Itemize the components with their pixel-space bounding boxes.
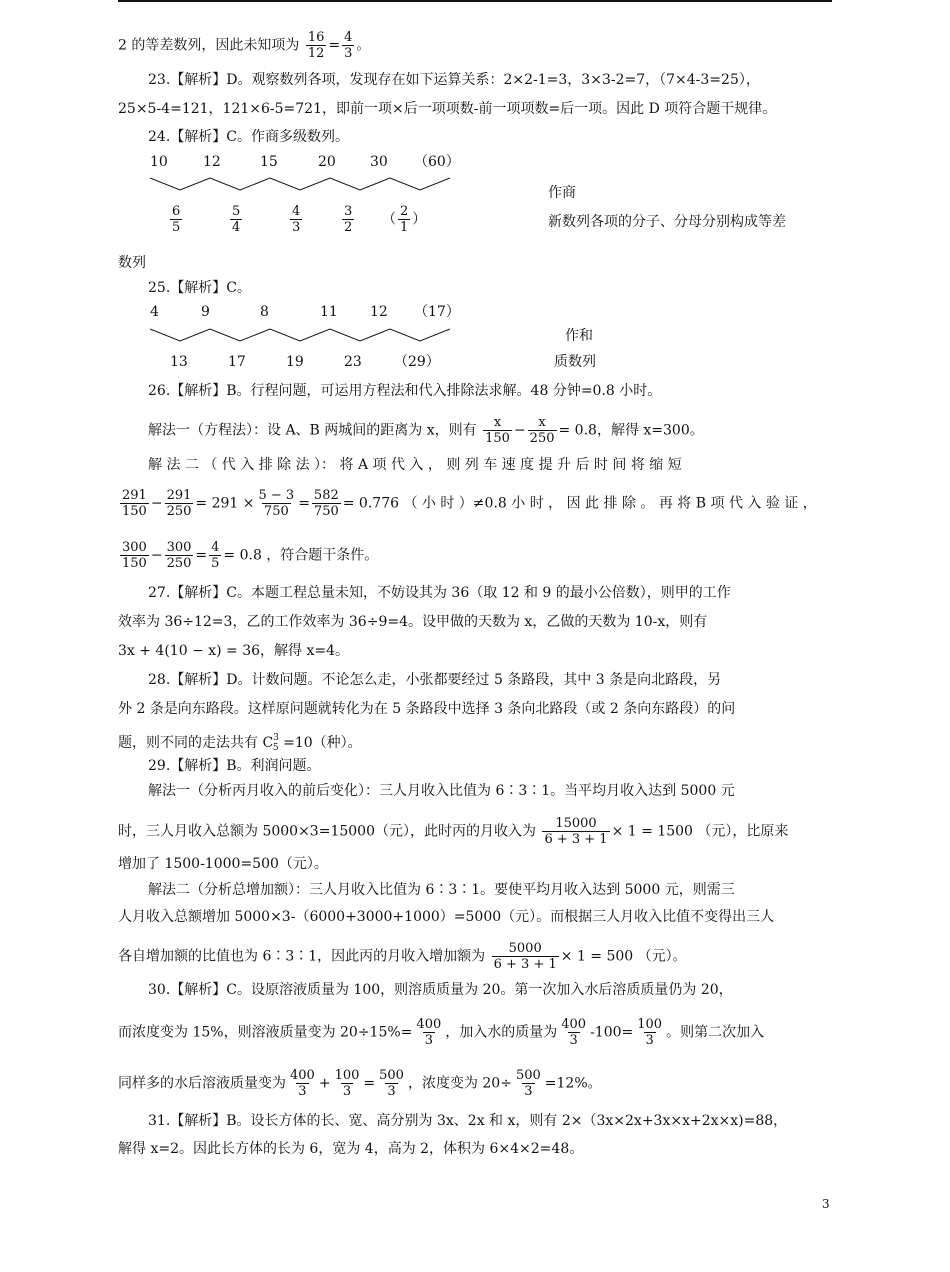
p25-term: 12 <box>370 304 388 320</box>
p24-fraction-paren <box>382 204 426 235</box>
p25-sum: 13 <box>170 354 188 370</box>
text: × 1 = 1500 （元），比原来 <box>611 823 789 840</box>
denominator: 150 <box>122 556 147 571</box>
p30-line2 <box>118 1017 832 1048</box>
denominator: 250 <box>166 504 192 519</box>
numerator: 500 <box>515 1068 541 1083</box>
numerator: 4 <box>344 30 353 45</box>
p26-method1 <box>148 415 832 446</box>
numerator: 291 <box>166 488 192 503</box>
p23-line1: 23.【解析】D。观察数列各项，发现存在如下运算关系：2×2-1=3，3×3-2=7，（7×4-3=25）， <box>148 72 760 88</box>
numerator: 582 <box>313 488 339 503</box>
p24-fraction <box>228 204 244 235</box>
p25-term: （17） <box>414 304 460 320</box>
text: 解法一（方程法）：设 A、B 两城间的距离为 x，则有 <box>148 422 477 439</box>
fraction <box>312 488 341 519</box>
text: 2 的等差数列，因此未知项为 <box>118 37 300 54</box>
denominator: 750 <box>263 504 289 519</box>
p25-sum: 23 <box>344 354 362 370</box>
numerator: 500 <box>379 1068 404 1083</box>
text: =10（种）。 <box>278 735 362 751</box>
p25-term: 9 <box>201 304 210 320</box>
p25-note-sum: 作和 <box>565 328 593 344</box>
p25-zigzag-connector <box>150 325 450 345</box>
text: 时，三人月收入总额为 5000×3=15000（元），此时丙的月收入为 <box>118 823 536 840</box>
denominator: 3 <box>424 1033 433 1048</box>
operator: = <box>328 37 341 54</box>
fraction <box>542 816 609 847</box>
denominator: 3 <box>298 1084 307 1099</box>
text: × 1 = 500 （元）。 <box>560 948 687 965</box>
p31-line2: 解得 x=2。因此长方体的长为 6，宽为 4，高为 2，体积为 6×4×2=48。 <box>118 1141 584 1157</box>
denominator: 750 <box>313 504 339 519</box>
denominator: 3 <box>387 1084 396 1099</box>
denominator: 3 <box>645 1033 654 1048</box>
numerator: 400 <box>561 1017 587 1032</box>
p24-term: 30 <box>370 154 388 170</box>
subscript: 5 <box>272 743 279 753</box>
header-rule <box>118 0 832 2</box>
p24-term: 15 <box>260 154 278 170</box>
p29-heading: 29.【解析】B。利润问题。 <box>148 758 321 774</box>
p24-term: 20 <box>318 154 336 170</box>
numerator: 3 <box>344 204 353 219</box>
page-number: 3 <box>822 1197 830 1211</box>
numerator: 2 <box>400 204 409 219</box>
numerator: 5 − 3 <box>258 488 295 503</box>
denominator: 6 + 3 + 1 <box>493 957 557 972</box>
text: ，加入水的质量为 <box>445 1024 558 1041</box>
fraction <box>306 30 327 61</box>
numerator: 5000 <box>508 941 542 956</box>
p26-method2-line2 <box>118 488 832 519</box>
fraction <box>514 1068 543 1099</box>
p23-line2: 25×5-4=121，121×6-5=721，即前一项×后一项项数-前一项项数=后一项。因此 D 项符合题干规律。 <box>118 101 777 117</box>
p26-method2-line1: 解 法 二 （ 代 入 排 除 法 ）： 将 A 项 代 入 ， 则 列 车 速 度 提 升 后 时 间 将 缩 短 <box>148 457 682 473</box>
denominator: 5 <box>211 556 220 571</box>
fraction <box>120 540 149 571</box>
fraction <box>483 415 512 446</box>
p25-sum: （29） <box>394 354 440 370</box>
text: 。则第二次加入 <box>666 1024 765 1041</box>
p24-note-tail: 数列 <box>118 255 146 271</box>
numerator: x <box>538 415 546 430</box>
p25-term: 8 <box>260 304 269 320</box>
p24-fraction <box>168 204 184 235</box>
p24-heading: 24.【解析】C。作商多级数列。 <box>148 129 349 145</box>
operator: − <box>150 547 163 564</box>
fraction <box>209 540 221 571</box>
p25-term: 4 <box>150 304 159 320</box>
numerator: x <box>493 415 502 430</box>
superscript: 3 <box>273 733 279 743</box>
text: 各自增加额的比值也为 6∶3∶1，因此丙的月收入增加额为 <box>118 948 486 965</box>
text: = 0.8，解得 x=300。 <box>558 422 704 439</box>
p27-line2: 效率为 36÷12=3，乙的工作效率为 36÷9=4。设甲做的天数为 x，乙做的天数为 10-x，则有 <box>118 614 708 630</box>
p30-line3 <box>118 1068 832 1099</box>
fraction <box>165 540 194 571</box>
numerator: 16 <box>307 30 325 45</box>
p25-note-primes: 质数列 <box>554 354 596 370</box>
p24-term: 10 <box>150 154 168 170</box>
numerator: 15000 <box>555 816 597 831</box>
numerator: 400 <box>290 1068 315 1083</box>
p22-tail <box>118 30 832 61</box>
text: 题，则不同的走法共有 C <box>118 735 274 751</box>
text: 同样多的水后溶液质量变为 <box>118 1075 286 1092</box>
fraction <box>256 488 296 519</box>
p24-fraction <box>288 204 304 235</box>
fraction <box>414 1017 443 1048</box>
text: 而浓度变为 15%，则溶液质量变为 20÷15%= <box>118 1024 413 1041</box>
numerator: 5 <box>232 204 241 219</box>
text: = 291 × <box>195 495 255 512</box>
denominator: 150 <box>485 431 510 446</box>
p25-sum: 17 <box>228 354 246 370</box>
numerator: 4 <box>211 540 220 555</box>
numerator: 300 <box>166 540 192 555</box>
denominator: 12 <box>307 46 325 61</box>
p29-s1-line3: 增加了 1500-1000=500（元）。 <box>118 856 328 872</box>
p30-line1: 30.【解析】C。设原溶液质量为 100，则溶质质量为 20。第一次加入水后溶质质量仍为 20， <box>148 982 733 998</box>
text: ，浓度变为 20÷ <box>407 1075 512 1092</box>
p24-zigzag-connector <box>150 174 450 194</box>
denominator: 5 <box>172 220 181 235</box>
p28-line3 <box>118 728 832 758</box>
p26-method2-line3 <box>118 540 832 571</box>
text: -100= <box>590 1024 634 1041</box>
denominator: 3 <box>292 220 301 235</box>
denominator: 150 <box>122 504 147 519</box>
text: 。 <box>356 37 371 54</box>
p29-s2-line2: 人月收入总额增加 5000×3-（6000+3000+1000）=5000（元）。而根据三人月收入比值不变得出三人 <box>118 909 775 925</box>
fraction <box>528 415 557 446</box>
fraction <box>492 941 559 972</box>
p25-term: 11 <box>320 304 338 320</box>
paren: ） <box>412 211 427 228</box>
p31-line1: 31.【解析】B。设长方体的长、宽、高分别为 3x、2x 和 x，则有 2×（3x×2x+3x×x+2x×x)=88， <box>148 1113 788 1129</box>
denominator: 3 <box>344 46 353 61</box>
p29-s1-line1: 解法一（分析丙月收入的前后变化）：三人月收入比值为 6∶3∶1。当平均月收入达到 5000 元 <box>148 783 735 799</box>
p29-s2-line3 <box>118 941 832 972</box>
fraction <box>559 1017 588 1048</box>
fraction <box>333 1068 362 1099</box>
operator: = <box>298 495 310 512</box>
p24-term: 12 <box>203 154 221 170</box>
denominator: 3 <box>569 1033 578 1048</box>
fraction <box>342 30 354 61</box>
p29-s1-line2 <box>118 816 832 847</box>
denominator: 6 + 3 + 1 <box>544 832 608 847</box>
fraction <box>635 1017 664 1048</box>
p24-term: （60） <box>414 154 460 170</box>
fraction <box>288 1068 317 1099</box>
p29-s2-line1: 解法二（分析总增加额）：三人月收入比值为 6∶3∶1。要使平均月收入达到 5000 元，则需三 <box>148 882 735 898</box>
denominator: 1 <box>400 220 409 235</box>
denominator: 3 <box>524 1084 533 1099</box>
numerator: 4 <box>292 204 301 219</box>
operator: = <box>195 547 208 564</box>
denominator: 3 <box>342 1084 352 1099</box>
p28-line2: 外 2 条是向东路段。这样原问题就转化为在 5 条路段中选择 3 条向北路段（或 2 条向东路段）的问 <box>118 701 736 717</box>
numerator: 100 <box>334 1068 360 1083</box>
p26-heading: 26.【解析】B。行程问题，可运用方程法和代入排除法求解。48 分钟=0.8 小时。 <box>148 383 662 399</box>
operator: − <box>150 495 163 512</box>
p25-heading: 25.【解析】C。 <box>148 280 251 296</box>
numerator: 291 <box>122 488 147 503</box>
operator: − <box>513 422 526 439</box>
numerator: 100 <box>637 1017 663 1032</box>
p24-fraction <box>340 204 356 235</box>
denominator: 250 <box>166 556 192 571</box>
fraction <box>377 1068 406 1099</box>
paren: （ <box>382 211 396 228</box>
numerator: 400 <box>416 1017 442 1032</box>
numerator: 6 <box>172 204 181 219</box>
numerator: 300 <box>122 540 147 555</box>
denominator: 2 <box>344 220 353 235</box>
p28-line1: 28.【解析】D。计数问题。不论怎么走，小张都要经过 5 条路段，其中 3 条是向北路段，另 <box>148 672 722 688</box>
p24-note-quotient: 作商 <box>548 185 576 201</box>
denominator: 4 <box>232 220 241 235</box>
denominator: 250 <box>529 431 555 446</box>
text: = 0.8 ，符合题干条件。 <box>223 547 379 564</box>
text: =12%。 <box>544 1075 602 1092</box>
text: = 0.776 （ 小 时 ）≠0.8 小 时 ， 因 此 排 除 。 再 将 B 项 代 入 验 证 ， <box>342 495 817 512</box>
p27-line3: 3x + 4(10 − x) = 36，解得 x=4。 <box>118 643 350 659</box>
p24-note-arith: 新数列各项的分子、分母分别构成等差 <box>548 214 786 230</box>
operator: = <box>363 1075 376 1092</box>
operator: + <box>318 1075 331 1092</box>
p25-sum: 19 <box>286 354 304 370</box>
fraction <box>120 488 149 519</box>
p27-line1: 27.【解析】C。本题工程总量未知，不妨设其为 36（取 12 和 9 的最小公倍数），则甲的工作 <box>148 585 731 601</box>
fraction <box>165 488 194 519</box>
